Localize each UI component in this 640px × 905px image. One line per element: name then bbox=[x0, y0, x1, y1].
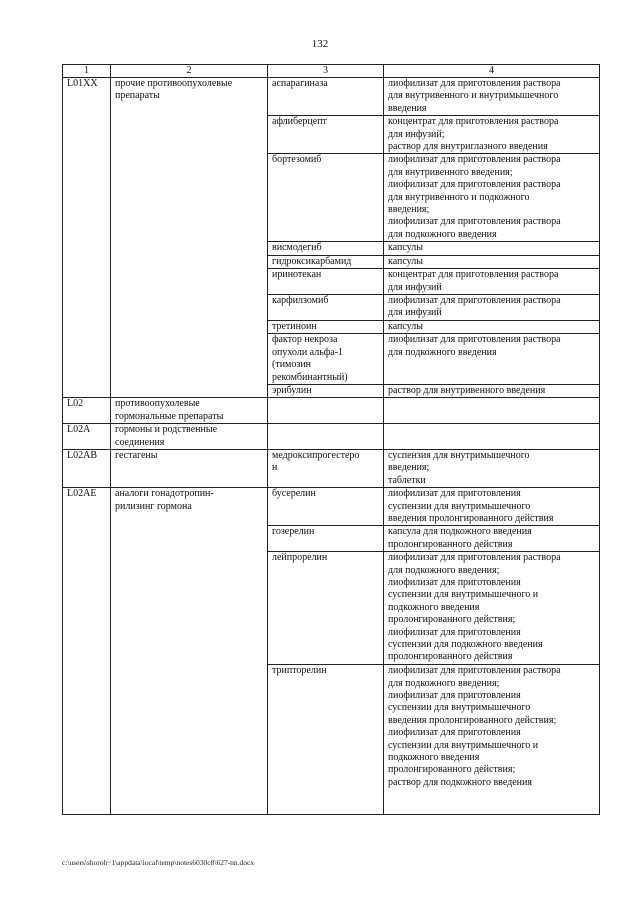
atc-code-cell: L02A bbox=[63, 424, 111, 450]
group-name-cell: аналоги гонадотропин- рилизинг гормона bbox=[111, 488, 268, 815]
substance-cell: фактор некроза опухоли альфа-1 (тимозин рекомбинантный) bbox=[268, 334, 384, 385]
column-header-group: 2 bbox=[111, 65, 268, 78]
substance-cell: лейпрорелин bbox=[268, 552, 384, 665]
substance-cell: аспарагиназа bbox=[268, 78, 384, 116]
group-name-cell: противоопухолевые гормональные препараты bbox=[111, 398, 268, 424]
substance-cell: бортезомиб bbox=[268, 154, 384, 242]
dosage-form-cell: лиофилизат для приготовления раствора для инфузий bbox=[384, 295, 600, 321]
column-header-substance: 3 bbox=[268, 65, 384, 78]
column-header-code: 1 bbox=[63, 65, 111, 78]
dosage-form-cell: капсулы bbox=[384, 242, 600, 255]
dosage-form-cell: концентрат для приготовления раствора для инфузий bbox=[384, 269, 600, 295]
atc-code-cell: L02AB bbox=[63, 449, 111, 487]
substance-cell: бусерелин bbox=[268, 488, 384, 526]
dosage-form-cell: лиофилизат для приготовления раствора для подкожного введения; лиофилизат для приготовления суспензии для внутримышечного и подкожного введения пролонгированного действия; лиофилизат для приготовления суспензии для подкожного введения пролонгированного действия bbox=[384, 552, 600, 665]
footer-file-path: c:\users\shoroh~1\appdata\local\temp\notes6030c8\627-nn.docx bbox=[62, 858, 255, 867]
table-body bbox=[63, 78, 600, 815]
table-row bbox=[63, 78, 600, 116]
table-row bbox=[63, 398, 600, 424]
dosage-form-cell: лиофилизат для приготовления раствора для подкожного введения bbox=[384, 334, 600, 385]
substance-cell: иринотекан bbox=[268, 269, 384, 295]
substance-cell: эрибулин bbox=[268, 384, 384, 397]
table-row bbox=[63, 449, 600, 487]
table-row bbox=[63, 488, 600, 526]
substance-cell: гозерелин bbox=[268, 526, 384, 552]
dosage-form-cell bbox=[384, 398, 600, 424]
substance-cell: третиноин bbox=[268, 320, 384, 333]
dosage-form-cell: суспензия для внутримышечного введения; таблетки bbox=[384, 449, 600, 487]
dosage-form-cell: капсулы bbox=[384, 320, 600, 333]
dosage-form-cell: капсула для подкожного введения пролонгированного действия bbox=[384, 526, 600, 552]
dosage-form-cell: лиофилизат для приготовления раствора для внутривенного введения; лиофилизат для приготовления раствора для внутривенного и подкожного введения; лиофилизат для приготовления раствора для подкожного введения bbox=[384, 154, 600, 242]
dosage-form-cell: капсулы bbox=[384, 255, 600, 268]
dosage-form-cell bbox=[384, 424, 600, 450]
substance-cell: медроксипрогестеро н bbox=[268, 449, 384, 487]
substance-cell: трипторелин bbox=[268, 665, 384, 815]
substance-cell: висмодегиб bbox=[268, 242, 384, 255]
table-header-row bbox=[63, 65, 600, 78]
group-name-cell: гормоны и родственные соединения bbox=[111, 424, 268, 450]
atc-code-cell: L02 bbox=[63, 398, 111, 424]
group-name-cell: прочие противоопухолевые препараты bbox=[111, 78, 268, 398]
atc-code-cell: L01XX bbox=[63, 78, 111, 398]
dosage-form-cell: раствор для внутривенного введения bbox=[384, 384, 600, 397]
substance-cell: афлиберцепт bbox=[268, 116, 384, 154]
group-name-cell: гестагены bbox=[111, 449, 268, 487]
substance-cell: карфилзомиб bbox=[268, 295, 384, 321]
dosage-form-cell: концентрат для приготовления раствора для инфузий; раствор для внутриглазного введения bbox=[384, 116, 600, 154]
substance-cell bbox=[268, 398, 384, 424]
dosage-form-cell: лиофилизат для приготовления суспензии для внутримышечного введения пролонгированного действия bbox=[384, 488, 600, 526]
column-header-form: 4 bbox=[384, 65, 600, 78]
substance-cell: гидроксикарбамид bbox=[268, 255, 384, 268]
substance-cell bbox=[268, 424, 384, 450]
table-row bbox=[63, 424, 600, 450]
dosage-form-cell: лиофилизат для приготовления раствора для подкожного введения; лиофилизат для приготовления суспензии для внутримышечного введения пролонгированного действия; лиофилизат для приготовления суспензии для внутримышечного и подкожного введения пролонгированного действия; раствор для подкожного введения bbox=[384, 665, 600, 815]
page-number: 132 bbox=[311, 38, 329, 50]
atc-code-cell: L02AE bbox=[63, 488, 111, 815]
drug-classification-table bbox=[62, 64, 600, 815]
dosage-form-cell: лиофилизат для приготовления раствора для внутривенного и внутримышечного введения bbox=[384, 78, 600, 116]
